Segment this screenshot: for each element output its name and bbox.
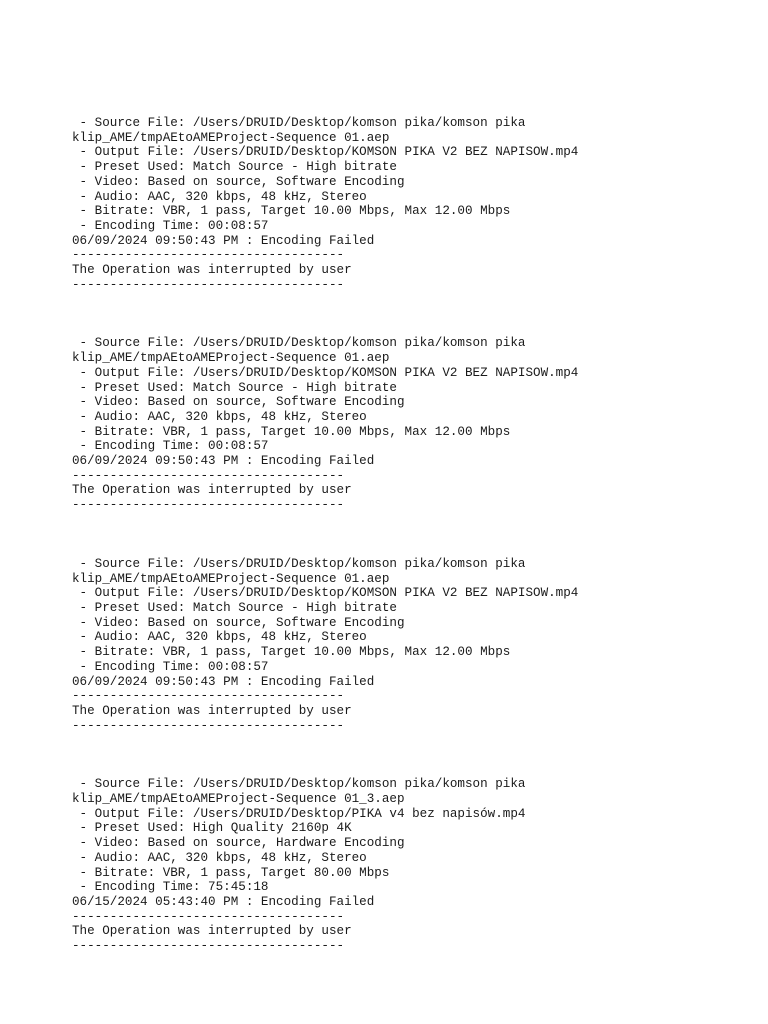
bitrate-line: - Bitrate: VBR, 1 pass, Target 10.00 Mbps, Max 12.00 Mbps — [72, 424, 511, 439]
video-line: - Video: Based on source, Software Encoding — [72, 615, 405, 630]
output-file-line: - Output File: /Users/DRUID/Desktop/KOMSON PIKA V2 BEZ NAPISOW.mp4 — [72, 145, 579, 160]
bitrate-line: - Bitrate: VBR, 1 pass, Target 10.00 Mbps, Max 12.00 Mbps — [72, 645, 511, 660]
encoding-time-line: - Encoding Time: 00:08:57 — [72, 439, 269, 454]
separator-bottom: ------------------------------------ — [72, 498, 345, 513]
error-message: The Operation was interrupted by user — [72, 703, 352, 718]
status-line: 06/09/2024 09:50:43 PM : Encoding Failed — [72, 233, 375, 248]
preset-line: - Preset Used: Match Source - High bitrate — [72, 380, 397, 395]
output-file-line: - Output File: /Users/DRUID/Desktop/PIKA v4 bez napisów.mp4 — [72, 806, 526, 821]
separator-bottom: ------------------------------------ — [72, 718, 345, 733]
output-file-line: - Output File: /Users/DRUID/Desktop/KOMSON PIKA V2 BEZ NAPISOW.mp4 — [72, 586, 579, 601]
audio-line: - Audio: AAC, 320 kbps, 48 kHz, Stereo — [72, 189, 367, 204]
separator-bottom: ------------------------------------ — [72, 277, 345, 292]
output-file-line: - Output File: /Users/DRUID/Desktop/KOMSON PIKA V2 BEZ NAPISOW.mp4 — [72, 365, 579, 380]
source-file-line: - Source File: /Users/DRUID/Desktop/komson pika/komson pika — [72, 556, 526, 571]
source-file-line: - Source File: /Users/DRUID/Desktop/komson pika/komson pika — [72, 777, 526, 792]
video-line: - Video: Based on source, Software Encoding — [72, 395, 405, 410]
error-message: The Operation was interrupted by user — [72, 483, 352, 498]
status-line: 06/09/2024 09:50:43 PM : Encoding Failed — [72, 674, 375, 689]
error-message: The Operation was interrupted by user — [72, 924, 352, 939]
source-file-line-continued: klip_AME/tmpAEtoAMEProject-Sequence 01.aep — [72, 351, 390, 366]
encoding-time-line: - Encoding Time: 75:45:18 — [72, 880, 269, 895]
log-entry — [72, 116, 752, 292]
preset-line: - Preset Used: Match Source - High bitrate — [72, 600, 397, 615]
encoding-time-line: - Encoding Time: 00:08:57 — [72, 218, 269, 233]
separator-top: ------------------------------------ — [72, 689, 345, 704]
bitrate-line: - Bitrate: VBR, 1 pass, Target 80.00 Mbps — [72, 865, 390, 880]
encoding-time-line: - Encoding Time: 00:08:57 — [72, 659, 269, 674]
bitrate-line: - Bitrate: VBR, 1 pass, Target 10.00 Mbps, Max 12.00 Mbps — [72, 204, 511, 219]
separator-bottom: ------------------------------------ — [72, 939, 345, 954]
audio-line: - Audio: AAC, 320 kbps, 48 kHz, Stereo — [72, 630, 367, 645]
source-file-line-continued: klip_AME/tmpAEtoAMEProject-Sequence 01.aep — [72, 130, 390, 145]
source-file-line: - Source File: /Users/DRUID/Desktop/komson pika/komson pika — [72, 336, 526, 351]
error-message: The Operation was interrupted by user — [72, 263, 352, 278]
audio-line: - Audio: AAC, 320 kbps, 48 kHz, Stereo — [72, 409, 367, 424]
status-line: 06/15/2024 05:43:40 PM : Encoding Failed — [72, 894, 375, 909]
separator-top: ------------------------------------ — [72, 468, 345, 483]
source-file-line-continued: klip_AME/tmpAEtoAMEProject-Sequence 01_3.aep — [72, 792, 405, 807]
source-file-line: - Source File: /Users/DRUID/Desktop/komson pika/komson pika — [72, 116, 526, 130]
audio-line: - Audio: AAC, 320 kbps, 48 kHz, Stereo — [72, 850, 367, 865]
log-entry — [72, 336, 752, 512]
encoding-log — [72, 116, 752, 954]
video-line: - Video: Based on source, Software Encoding — [72, 174, 405, 189]
video-line: - Video: Based on source, Hardware Encoding — [72, 836, 405, 851]
preset-line: - Preset Used: Match Source - High bitrate — [72, 160, 397, 175]
separator-top: ------------------------------------ — [72, 909, 345, 924]
log-entry — [72, 777, 752, 953]
preset-line: - Preset Used: High Quality 2160p 4K — [72, 821, 352, 836]
separator-top: ------------------------------------ — [72, 248, 345, 263]
log-entry — [72, 557, 752, 733]
source-file-line-continued: klip_AME/tmpAEtoAMEProject-Sequence 01.aep — [72, 571, 390, 586]
status-line: 06/09/2024 09:50:43 PM : Encoding Failed — [72, 454, 375, 469]
